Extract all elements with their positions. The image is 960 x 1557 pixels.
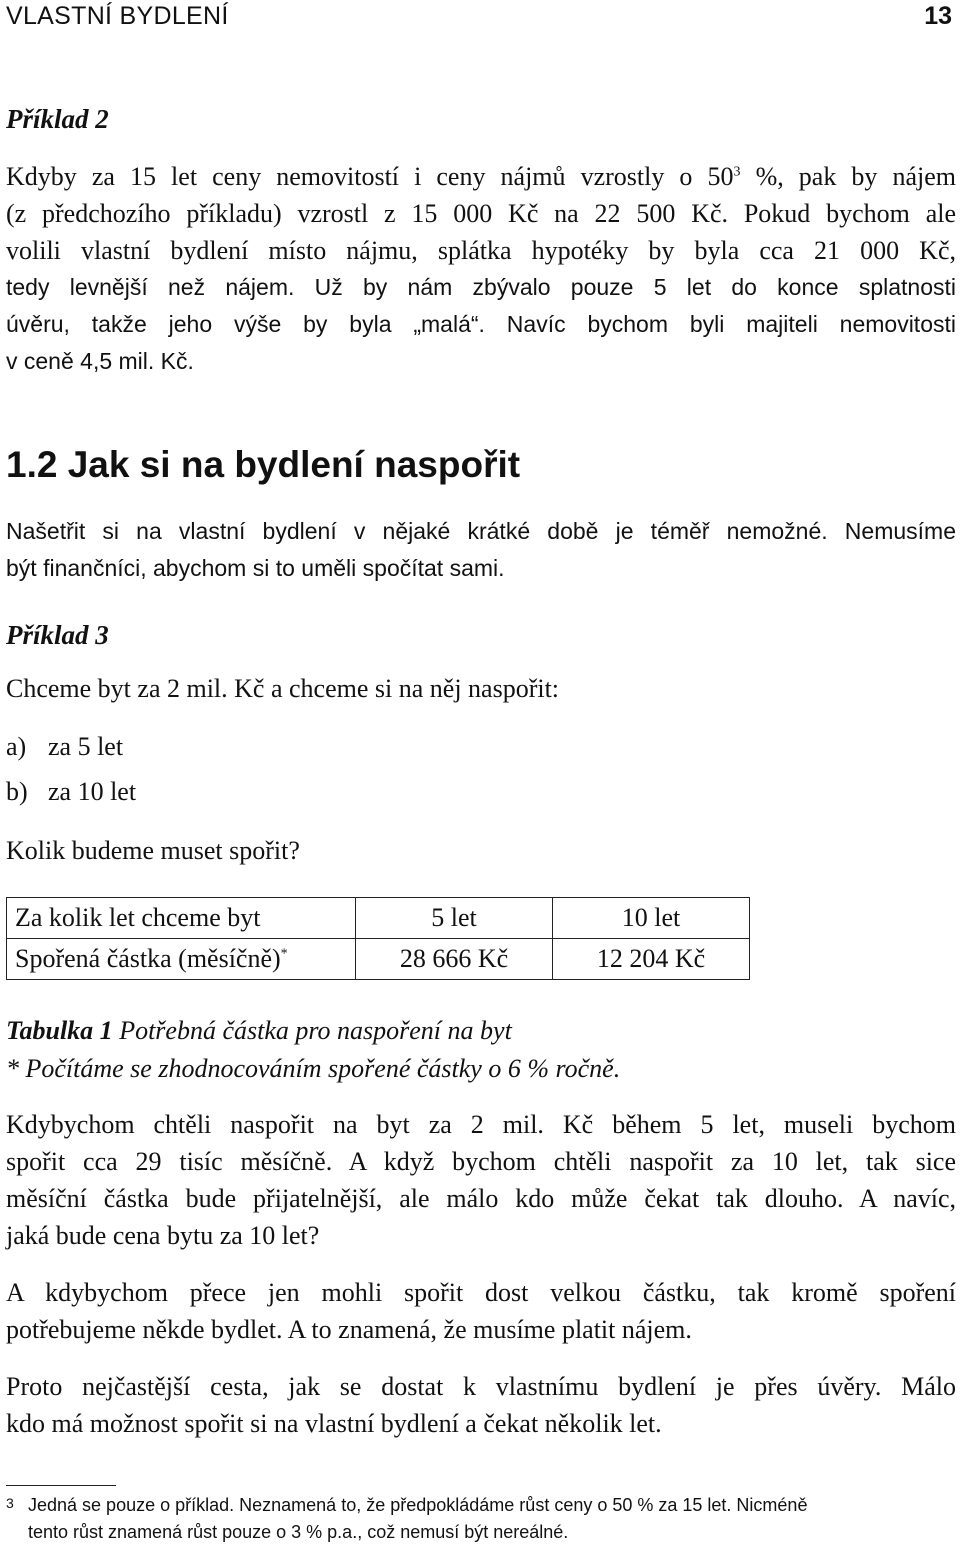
list-text: za 10 let (48, 777, 137, 806)
paragraph-line: tedy levnější než nájem. Už by nám zbývalo pouze 5 let do konce splatnosti (6, 274, 956, 300)
list-label: b) (6, 777, 28, 806)
paragraph-line: potřebujeme někde bydlet. A to znamená, že musíme platit nájem. (6, 1315, 692, 1344)
table-caption-label: Tabulka 1 (6, 1016, 113, 1045)
paragraph-line: Kdyby za 15 let ceny nemovitostí i ceny nájmů vzrostly o $50^3$ %, pak by nájem (6, 162, 956, 191)
table-note-mark: * (280, 946, 288, 962)
table-cell: 5 let (356, 898, 553, 939)
body-paragraph (6, 1274, 956, 1348)
paragraph-line: volili vlastní bydlení místo nájmu, splátka hypotéky by byla cca 21 000 Kč, (6, 236, 956, 265)
paragraph-line: úvěru, takže jeho výše by byla „malá“. Navíc bychom byli majiteli nemovitosti (6, 311, 956, 337)
paragraph-line: (z předchozího příkladu) vzrostl z 15 000 Kč na 22 500 Kč. Pokud bychom ale (6, 199, 956, 228)
example-2-heading: Příklad 2 (6, 104, 109, 134)
table-note: * Počítáme se zhodnocováním spořené částky o 6 % ročně. (6, 1054, 621, 1083)
paragraph-line: Našetřit si na vlastní bydlení v nějaké krátké době je téměř nemožné. Nemusíme (6, 518, 956, 544)
list-label: a) (6, 732, 27, 761)
footnote-divider (6, 1485, 116, 1486)
footnote-mark: 3 (6, 1495, 14, 1511)
table-cell: Spořená částka (měsíčně)* (7, 939, 356, 980)
table-cell: 28 666 Kč (356, 939, 553, 980)
table-caption (6, 1016, 956, 1046)
paragraph-line: být finančníci, abychom si to uměli spočítat sami. (6, 555, 505, 581)
table-cell: Za kolik let chceme byt (7, 898, 356, 939)
savings-table (6, 897, 750, 980)
page-number: 13 (924, 2, 952, 30)
chapter-title: VLASTNÍ BYDLENÍ (6, 2, 229, 30)
paragraph-line: Kdybychom chtěli naspořit na byt za 2 mil. Kč během 5 let, museli bychom (6, 1110, 956, 1139)
table-row (7, 898, 750, 939)
section-intro (6, 513, 956, 587)
footnote-line: Jedná se pouze o příklad. Neznamená to, že předpokládáme růst ceny o 50 % za 15 let. Nicméně (28, 1495, 808, 1515)
paragraph-line: kdo má možnost spořit si na vlastní bydlení a čekat několik let. (6, 1409, 662, 1438)
body-paragraph (6, 1368, 956, 1442)
paragraph-line: v ceně 4,5 mil. Kč. (6, 348, 194, 374)
footnote (6, 1492, 956, 1546)
footnote-ref[interactable]: 3 (733, 164, 741, 180)
paragraph-line: A kdybychom přece jen mohli spořit dost velkou částku, tak kromě spoření (6, 1278, 956, 1307)
list-text: za 5 let (48, 732, 124, 761)
list-item (6, 777, 956, 807)
table-caption-text: Potřebná částka pro naspoření na byt (112, 1016, 512, 1045)
paragraph-line: měsíční částka bude přijatelnější, ale málo kdo může čekat tak dlouho. A navíc, (6, 1184, 956, 1213)
example-3-intro: Chceme byt za 2 mil. Kč a chceme si na něj naspořit: (6, 674, 560, 703)
paragraph-line: Proto nejčastější cesta, jak se dostat k vlastnímu bydlení je přes úvěry. Málo (6, 1372, 956, 1401)
footnote-line: tento růst znamená růst pouze o 3 % p.a., což nemusí být nereálné. (28, 1522, 569, 1542)
table-row (7, 939, 750, 980)
paragraph-line: jaká bude cena bytu za 10 let? (6, 1221, 320, 1250)
example-3-heading: Příklad 3 (6, 620, 109, 650)
body-paragraph (6, 1106, 956, 1254)
section-heading: 1.2 Jak si na bydlení naspořit (6, 444, 521, 485)
running-header (6, 2, 952, 38)
list-item (6, 732, 956, 762)
paragraph-line: spořit cca 29 tisíc měsíčně. A když bychom chtěli naspořit za 10 let, tak sice (6, 1147, 956, 1176)
table-cell: 12 204 Kč (553, 939, 750, 980)
table-cell: 10 let (553, 898, 750, 939)
example-3-question: Kolik budeme muset spořit? (6, 836, 300, 865)
example-2-paragraph (6, 158, 956, 380)
